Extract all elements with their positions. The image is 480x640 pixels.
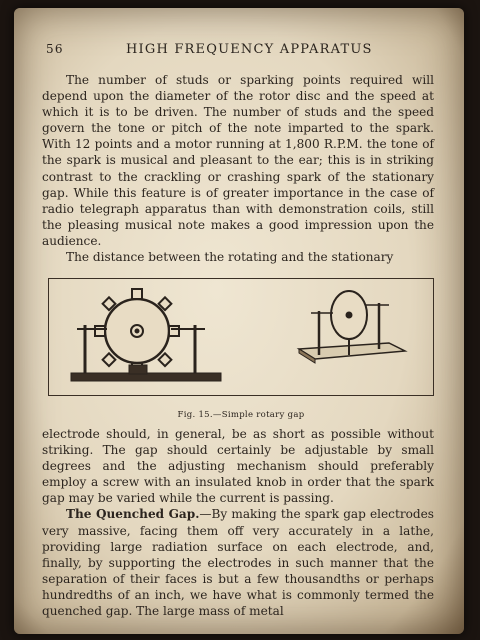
paragraph-text: —By making the spark gap electrodes very massive, facing them off very accurately in a lathe, providing large radiation surface on each electrode, and, finally, by supporting the electrodes in such manner that the separation of their faces is but a few thousandths or perhaps hundredths of an inch, we have what is commonly termed the quenched gap. The large mass of metal (42, 507, 434, 619)
paragraph-quenched-gap (42, 506, 434, 619)
section-heading: The Quenched Gap. (66, 507, 200, 522)
figure-frame (48, 278, 434, 396)
paragraph: The number of studs or sparking points required will depend upon the diameter of the rotor disc and the speed at which it is to be driven. The number of studs and the speed govern the tone or pitch of the note imparted to the spark. With 12 points and a motor running at 1,800 R.P.M. the tone of the spark is musical and pleasant to the ear; this is in striking contrast to the crackling or crashing spark of the stationary gap. While this feature is of greater importance in the case of radio telegraph apparatus than with demonstration coils, still the pleasing musical note makes a good impression upon the audience. (42, 73, 434, 248)
figure-caption: Fig. 15.—Simple rotary gap (177, 410, 305, 420)
running-title: HIGH FREQUENCY APPARATUS (126, 42, 373, 57)
text-block-bottom (42, 426, 434, 619)
text-block-top (42, 72, 434, 265)
rotary-gap-perspective-view (299, 291, 405, 363)
book-page (14, 8, 464, 634)
paragraph: The distance between the rotating and the stationary (66, 250, 394, 265)
rotary-gap-side-view (71, 289, 221, 381)
rotary-gap-illustration (49, 279, 433, 395)
figure (40, 278, 442, 420)
paragraph: electrode should, in general, be as short as possible without striking. The gap should certainly be adjustable by small degrees and the adjusting mechanism should preferably employ a screw with an insulated knob in order that the spark gap may be varied while the current is passing. (42, 427, 434, 506)
page-number: 56 (46, 42, 64, 56)
